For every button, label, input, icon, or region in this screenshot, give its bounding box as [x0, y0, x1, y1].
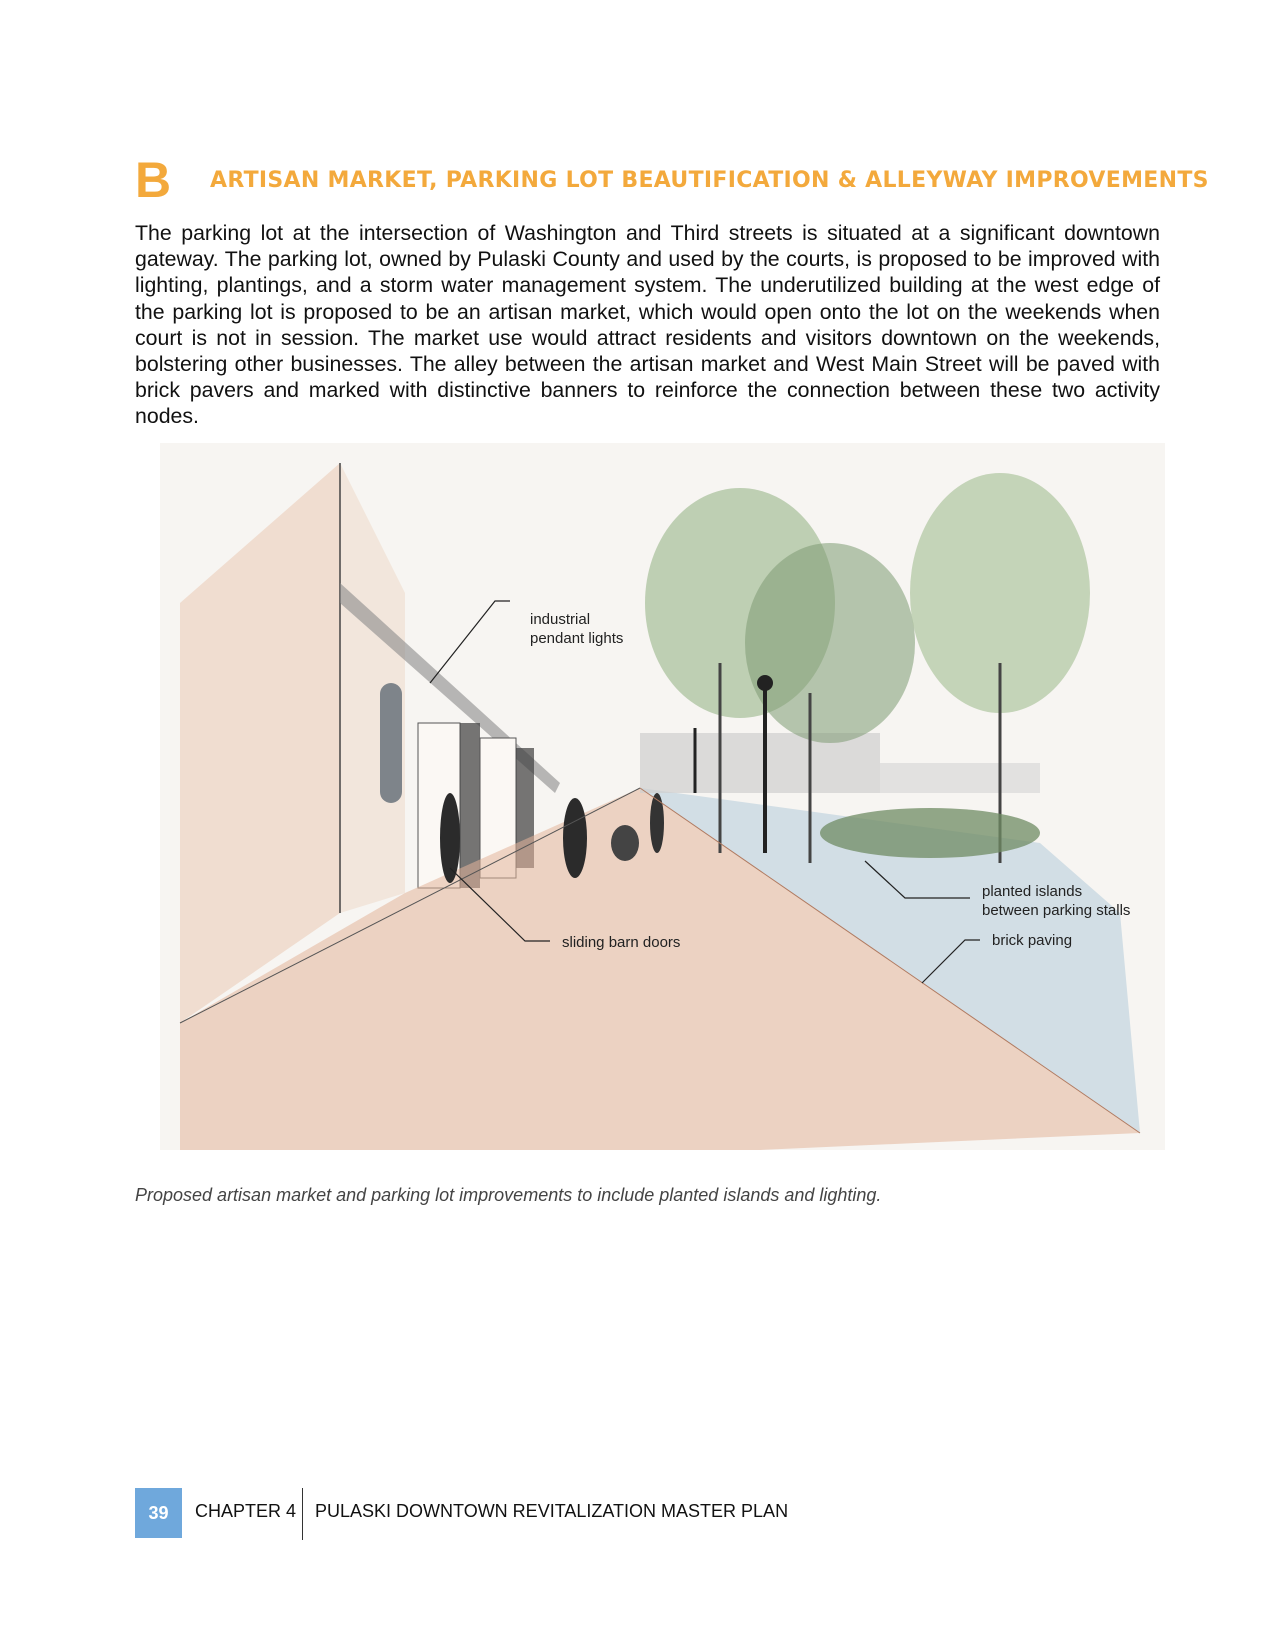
- sketch-illustration: [160, 443, 1165, 1150]
- stroller-silhouette: [611, 825, 639, 861]
- chapter-label: CHAPTER 4: [195, 1501, 297, 1521]
- sketch-svg: [160, 443, 1165, 1150]
- person-silhouette-3: [650, 793, 664, 853]
- section-header: [135, 150, 1209, 210]
- brick-paving-label: brick paving: [992, 932, 1073, 949]
- lamp-head-1: [757, 675, 773, 691]
- arched-window: [380, 683, 402, 803]
- section-title: ARTISAN MARKET, PARKING LOT BEAUTIFICATION & ALLEYWAY IMPROVEMENTS: [210, 168, 1209, 193]
- planted-island-shrubs: [820, 808, 1040, 858]
- pendant-lights-label-2: pendant lights: [530, 630, 624, 647]
- figure-caption: Proposed artisan market and parking lot improvements to include planted islands and lighting.: [135, 1185, 882, 1205]
- barn-doors-label: sliding barn doors: [562, 934, 681, 951]
- distant-building-right: [880, 763, 1040, 793]
- person-silhouette-1: [440, 793, 460, 883]
- section-letter: B: [135, 152, 172, 208]
- body-paragraph: The parking lot at the intersection of Washington and Third streets is situated at a significant downtown gateway. The parking lot, owned by Pulaski County and used by the courts, is proposed to be improved with lighting, plantings, and a storm water management system. The underutilized building at the west edge of the parking lot is proposed to be an artisan market, which would open onto the lot on the weekends when court is not in session. The market use would attract residents and visitors downtown on the weekends, bolstering other businesses. The alley between the artisan market and West Main Street will be paved with brick pavers and marked with distinctive banners to reinforce the connection between these two activity nodes.: [135, 221, 1160, 429]
- pendant-lights-label-1: industrial: [530, 611, 591, 628]
- page-footer: [135, 1488, 935, 1540]
- document-title: PULASKI DOWNTOWN REVITALIZATION MASTER PLAN: [315, 1501, 789, 1521]
- planted-islands-label-1: planted islands: [982, 883, 1083, 900]
- tree-canopy-2: [745, 543, 915, 743]
- footer-divider: [302, 1488, 303, 1540]
- page-number: 39: [135, 1488, 182, 1538]
- distant-buildings: [640, 733, 880, 793]
- planted-islands-label-2: between parking stalls: [982, 902, 1131, 919]
- person-silhouette-2: [563, 798, 587, 878]
